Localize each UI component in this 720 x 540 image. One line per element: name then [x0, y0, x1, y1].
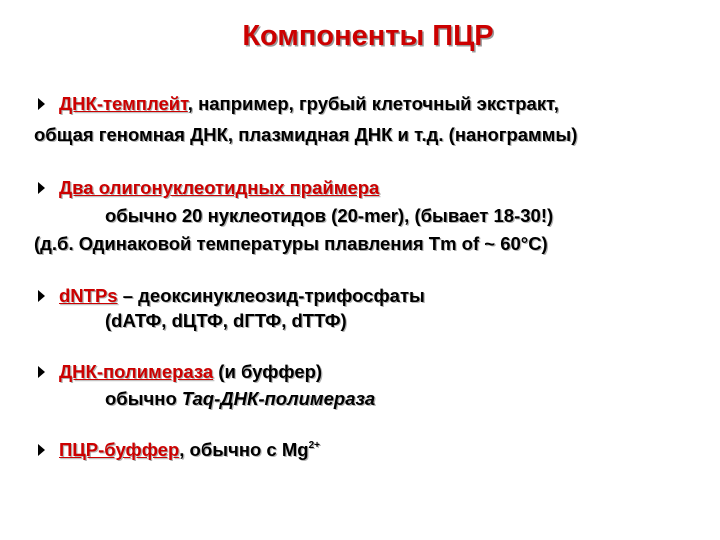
- bullet-arrow-icon: [38, 290, 45, 302]
- item-4-line-2-prefix: обычно: [105, 388, 182, 409]
- item-4-line-1: [59, 361, 322, 383]
- item-1-text: , например, грубый клеточный экстракт,: [187, 93, 559, 114]
- item-3-term: dNTPs: [59, 285, 118, 306]
- item-4-text: (и буффер): [213, 361, 323, 382]
- item-3-text: – деоксинуклеозид-трифосфаты: [117, 285, 425, 306]
- item-5-term: ПЦР-буффер: [59, 439, 180, 460]
- item-5-line-1: [59, 439, 320, 461]
- item-4-line-2: [105, 388, 375, 410]
- item-4-line-2-italic: Taq-ДНК-полимераза: [181, 388, 376, 409]
- bullet-arrow-icon: [38, 98, 45, 110]
- item-5-text: , обычно с Mg: [179, 439, 309, 460]
- bullet-arrow-icon: [38, 182, 45, 194]
- item-2-line-2: обычно 20 нуклеотидов (20-mer), (бывает 18-30!): [105, 205, 554, 226]
- bullet-arrow-icon: [38, 444, 45, 456]
- item-1-line-1: [59, 93, 559, 115]
- item-3-line-2: (dАТФ, dЦТФ, dГТФ, dТТФ): [105, 310, 347, 331]
- item-1-line-2: общая геномная ДНК, плазмидная ДНК и т.д. (нанограммы): [34, 124, 578, 145]
- item-2-term: Два олигонуклеотидных праймера: [59, 177, 380, 198]
- item-3-line-1: [59, 285, 425, 307]
- page-title: Компоненты ПЦР: [242, 20, 494, 52]
- item-4-term: ДНК-полимераза: [59, 361, 214, 382]
- item-2-line-3: (д.б. Одинаковой температуры плавления Tm of ~ 60°C): [34, 233, 548, 254]
- bullet-arrow-icon: [38, 366, 45, 378]
- item-1-term: ДНК-темплейт: [59, 93, 188, 114]
- item-5-superscript: 2+: [308, 440, 320, 451]
